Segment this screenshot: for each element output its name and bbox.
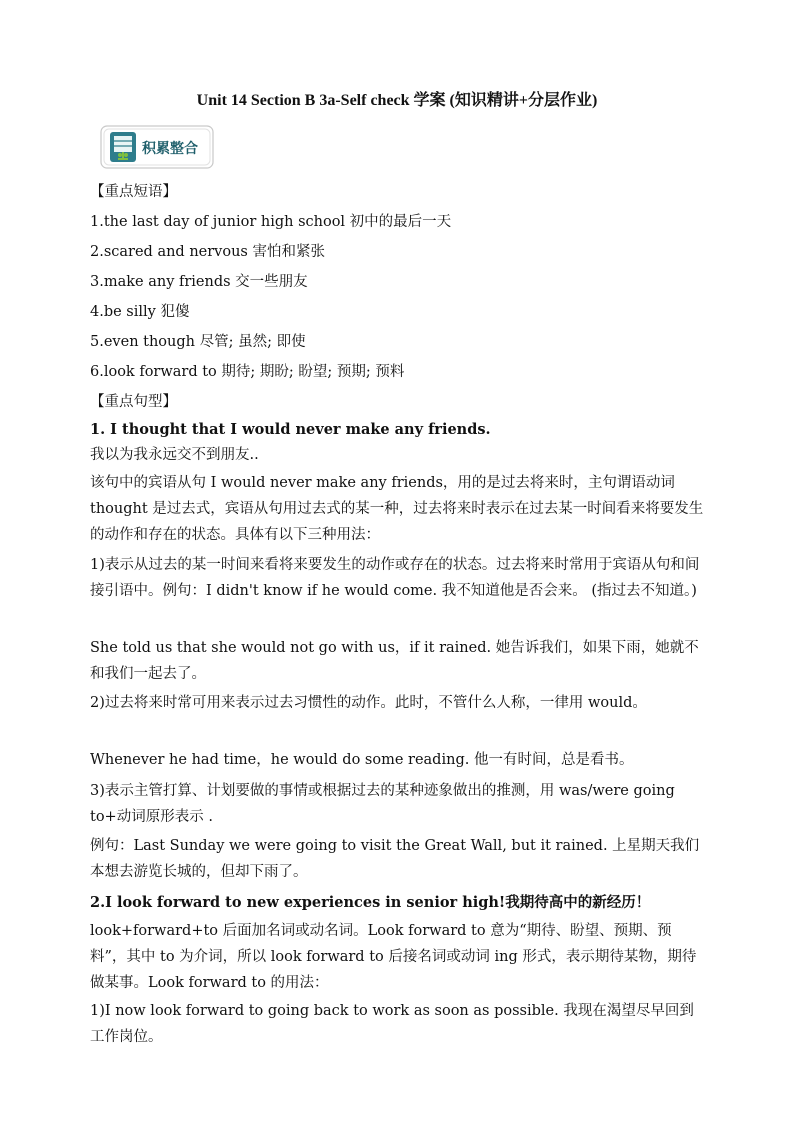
phrase-item-3: 3.make any friends 交一些朋友 [90, 274, 308, 290]
usage-1-example: She told us that she would not go with us，if it rained. 她告诉我们，如果下雨，她就不和我们一起去了。 [90, 640, 699, 682]
phrase-item-4: 4.be silly 犯傻 [90, 304, 190, 320]
book-icon [110, 132, 136, 162]
sentence-2-english: 2.I look forward to new experiences in senior high!我期待高中的新经历！ [90, 894, 651, 911]
sentence-2-example: 1)I now look forward to going back to work as soon as possible. 我现在渴望尽早回到工作岗位。 [90, 1003, 694, 1045]
usage-3-example: 例句：Last Sunday we were going to visit the Great Wall, but it rained. 上星期天我们本想去游览长城的，但却下雨了。 [90, 838, 700, 880]
page-title: Unit 14 Section B 3a-Self check 学案 (知识精讲+分层作业) [196, 92, 598, 109]
phrases-heading: 【重点短语】 [90, 184, 177, 200]
sentence-2-explanation: look+forward+to 后面加名词或动名词。Look forward to 意为“期待、盼望、预期、预料”，其中 to 为介词，所以 look forward to 后接名词或动词 ing 形式，表示期待某物，期待做某事。Look forward to 的用法： [90, 923, 697, 991]
sentence-1-english: 1. I thought that I would never make any friends. [90, 421, 491, 438]
usage-1: 1)表示从过去的某一时间来看将来要发生的动作或存在的状态。过去将来时常用于宾语从句和间接引语中。例句：I didn't know if he would come. 我不知道他是否会来。 (指过去不知道。) [90, 557, 700, 599]
phrase-item-2: 2.scared and nervous 害怕和紧张 [90, 244, 325, 260]
badge-label: 积累整合 [142, 141, 198, 157]
phrase-item-5: 5.even though 尽管; 虽然; 即使 [90, 334, 306, 350]
phrase-item-6: 6.look forward to 期待; 期盼; 盼望; 预期; 预料 [90, 364, 405, 380]
sentences-heading: 【重点句型】 [90, 394, 177, 410]
phrase-item-1: 1.the last day of junior high school 初中的最后一天 [90, 214, 452, 230]
sentence-1-translation: 我以为我永远交不到朋友.. [90, 447, 259, 463]
section-badge [98, 122, 216, 172]
sentence-1-explanation: 该句中的宾语从句 I would never make any friends，用的是过去将来时，主句谓语动词 thought 是过去式，宾语从句用过去式的某一种，过去将来时表示在过去某一时间看来将要发生的动作和存在的状态。具体有以下三种用法： [90, 475, 704, 543]
usage-3: 3)表示主管打算、计划要做的事情或根据过去的某种迹象做出的推测，用 was/were going to+动词原形表示 . [90, 783, 675, 825]
usage-2: 2)过去将来时常可用来表示过去习惯性的动作。此时，不管什么人称，一律用 would。 [90, 695, 647, 711]
usage-2-example: Whenever he had time，he would do some reading. 他一有时间，总是看书。 [90, 752, 634, 768]
